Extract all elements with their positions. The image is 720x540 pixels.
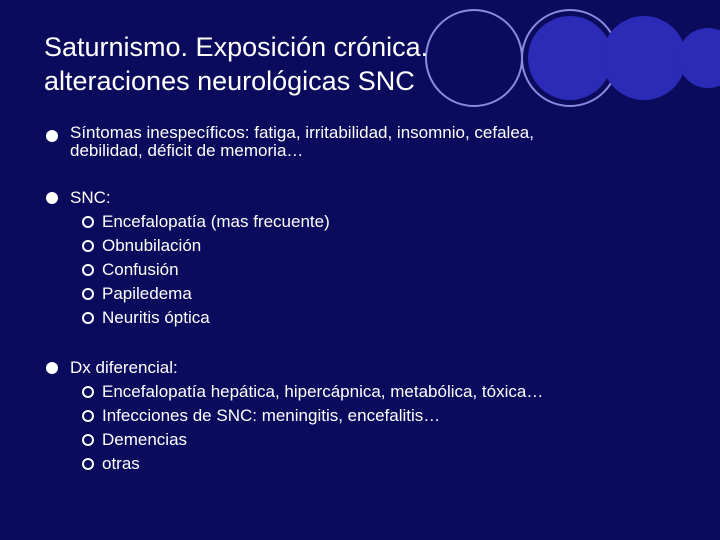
- sub-item-label: Demencias: [102, 430, 188, 449]
- sub-item-label: Encefalopatía (mas frecuente): [102, 212, 330, 231]
- bullet-text: [70, 124, 694, 160]
- sub-item: [44, 234, 694, 258]
- sub-item-label: Neuritis óptica: [102, 308, 210, 327]
- bullet-label: SNC:: [70, 188, 111, 207]
- sub-bullet-ring-icon: [82, 288, 94, 300]
- bullet-symptoms: [44, 124, 694, 160]
- sub-bullet-ring-icon: [82, 216, 94, 228]
- sub-item: [44, 404, 694, 428]
- bullet-dx-diferencial: [44, 356, 694, 380]
- circle-filled-far-right: [678, 28, 720, 88]
- sub-item-label: Obnubilación: [102, 236, 202, 255]
- sub-bullet-ring-icon: [82, 410, 94, 422]
- sub-item-label: otras: [102, 454, 140, 473]
- sub-item: [44, 380, 694, 404]
- sub-bullet-ring-icon: [82, 240, 94, 252]
- bullet-text-line-2: debilidad, déficit de memoria…: [70, 141, 304, 160]
- sub-item-label: Infecciones de SNC: meningitis, encefalitis…: [102, 406, 441, 425]
- sub-item: [44, 306, 694, 330]
- slide-title: [44, 30, 564, 98]
- sub-item: [44, 258, 694, 282]
- sub-bullet-ring-icon: [82, 386, 94, 398]
- sub-bullet-ring-icon: [82, 312, 94, 324]
- bullet-label: Dx diferencial:: [70, 358, 178, 377]
- circle-filled-right: [602, 16, 686, 100]
- sub-bullet-ring-icon: [82, 264, 94, 276]
- sub-bullet-ring-icon: [82, 458, 94, 470]
- sub-item-label: Confusión: [102, 260, 179, 279]
- bullet-dot-icon: [46, 192, 58, 204]
- bullet-text-line-1: Síntomas inespecíficos: fatiga, irritabilidad, insomnio, cefalea,: [70, 123, 534, 142]
- bullet-dot-icon: [46, 130, 58, 142]
- bullet-dot-icon: [46, 362, 58, 374]
- title-line-1: Saturnismo. Exposición crónica.: [44, 32, 429, 62]
- sub-item: [44, 210, 694, 234]
- sub-item: [44, 282, 694, 306]
- sub-bullet-ring-icon: [82, 434, 94, 446]
- bullet-snc: [44, 186, 694, 210]
- title-line-2: alteraciones neurológicas SNC: [44, 66, 415, 96]
- sub-item-label: Encefalopatía hepática, hipercápnica, metabólica, tóxica…: [102, 382, 544, 401]
- slide-content: [44, 124, 694, 476]
- sub-item: [44, 452, 694, 476]
- sub-item: [44, 428, 694, 452]
- sub-item-label: Papiledema: [102, 284, 192, 303]
